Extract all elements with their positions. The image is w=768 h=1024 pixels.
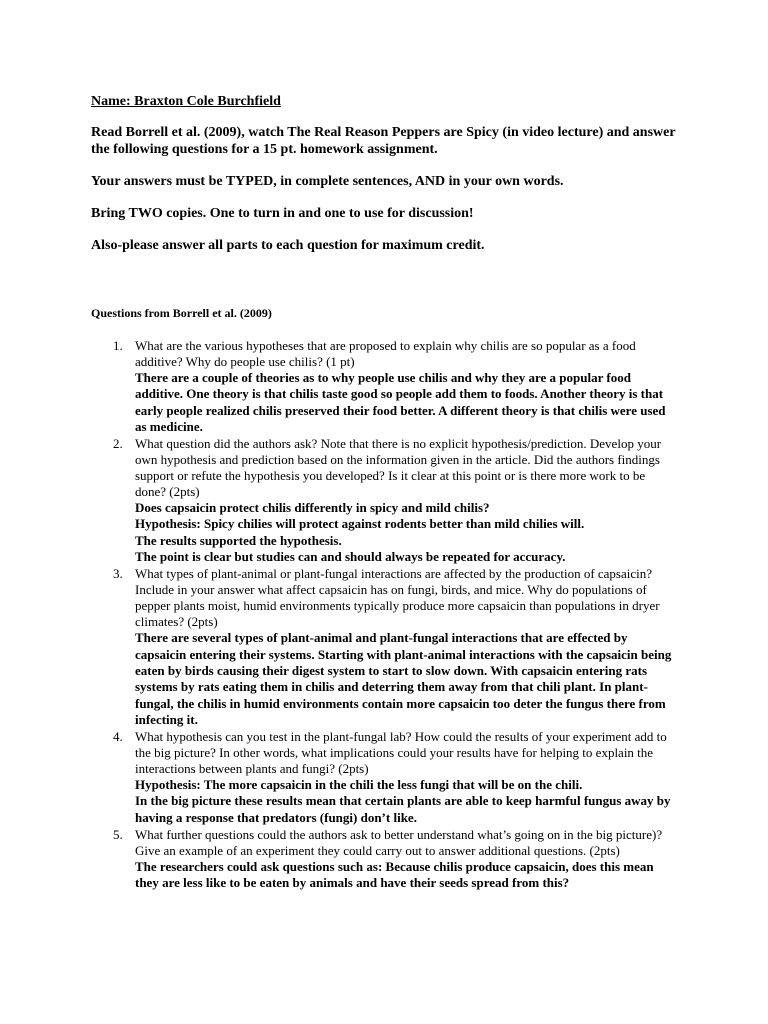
answer-question: Does capsaicin protect chilis differently in spicy and mild chilis? xyxy=(135,500,490,516)
question-number: 1. xyxy=(113,338,123,353)
question-text: What hypothesis can you test in the plant-fungal lab? How could the results of your experiment add to the big picture? In other words, what implications could your results have for helping to explain the interactions between plants and fungi? (2pts) xyxy=(135,729,667,777)
answer-text: The researchers could ask questions such as: Because chilis produce capsaicin, does this mean they are less like to be eaten by animals and have their seeds spread from this? xyxy=(135,859,654,891)
question-number: 5. xyxy=(113,827,123,843)
question-text: What question did the authors ask? Note that there is no explicit hypothesis/prediction. Develop your own hypothesis and prediction based on the information given in the article. Did the authors findings support or refute the hypothesis you developed? Is it clear at this point or is there more work to be done? (2pts) xyxy=(135,436,662,500)
question-1 xyxy=(113,338,678,435)
student-name: Name: Braxton Cole Burchfield xyxy=(91,94,281,109)
typing-requirement: Your answers must be TYPED, in complete sentences, AND in your own words. xyxy=(91,174,564,189)
copies-requirement: Bring TWO copies. One to turn in and one to use for discussion! xyxy=(91,206,474,221)
assignment-instructions: Read Borrell et al. (2009), watch The Real Reason Peppers are Spicy (in video lecture) and answer the following questions for a 15 pt. homework assignment. xyxy=(91,125,676,157)
intro-block xyxy=(91,93,691,269)
question-text: What further questions could the authors ask to better understand what’s going on in the big picture)? Give an example of an experiment they could carry out to answer additional questions. (2pts) xyxy=(135,827,663,859)
answer-results: The results supported the hypothesis. xyxy=(135,532,342,548)
answer-hypothesis: Hypothesis: Spicy chilies will protect against rodents better than mild chilies will. xyxy=(135,516,585,532)
question-number: 3. xyxy=(113,566,123,582)
answer-hypothesis: Hypothesis: The more capsaicin in the chili the less fungi that will be on the chili. xyxy=(135,777,583,793)
section-heading: Questions from Borrell et al. (2009) xyxy=(91,306,272,320)
credit-note: Also-please answer all parts to each question for maximum credit. xyxy=(91,238,485,253)
question-5 xyxy=(113,827,678,892)
question-number: 4. xyxy=(113,729,123,745)
answer-text: There are a couple of theories as to why people use chilis and why they are a popular food additive. One theory is that chilis taste good so people add them to foods. Another theory is that early people realized chilis preserved their food better. A different theory is that chilis were used as medicine. xyxy=(135,370,666,434)
question-4 xyxy=(113,729,678,826)
question-text: What types of plant-animal or plant-fungal interactions are affected by the production of capsaicin? Include in your answer what affect capsaicin has on fungi, birds, and mice. Why do populations of pepper plants moist, humid environments typically produce more capsaicin than populations in dryer climates? (2pts) xyxy=(135,566,660,630)
answer-conclusion: The point is clear but studies can and should always be repeated for accuracy. xyxy=(135,549,566,565)
question-text: What are the various hypotheses that are proposed to explain why chilis are so popular as a food additive? Why do people use chilis? (1 pt) xyxy=(135,338,636,369)
question-list xyxy=(113,338,678,893)
answer-text: There are several types of plant-animal and plant-fungal interactions that are effected by capsaicin entering their systems. Starting with plant-animal interactions with the capsaicin being eaten by birds causing their digest system to start to slow down. With capsaicin entering rats systems by rats eating them in chilis and deterring them away from that chili plant. In plant-fungal, the chilis in humid environments contain more capsaicin too deter the fungus there from infecting it. xyxy=(135,630,672,727)
answer-big-picture: In the big picture these results mean that certain plants are able to keep harmful fungus away by having a response that predators (fungi) don’t like. xyxy=(135,793,671,825)
question-3 xyxy=(113,566,678,728)
question-number: 2. xyxy=(113,436,123,452)
question-2 xyxy=(113,436,678,565)
